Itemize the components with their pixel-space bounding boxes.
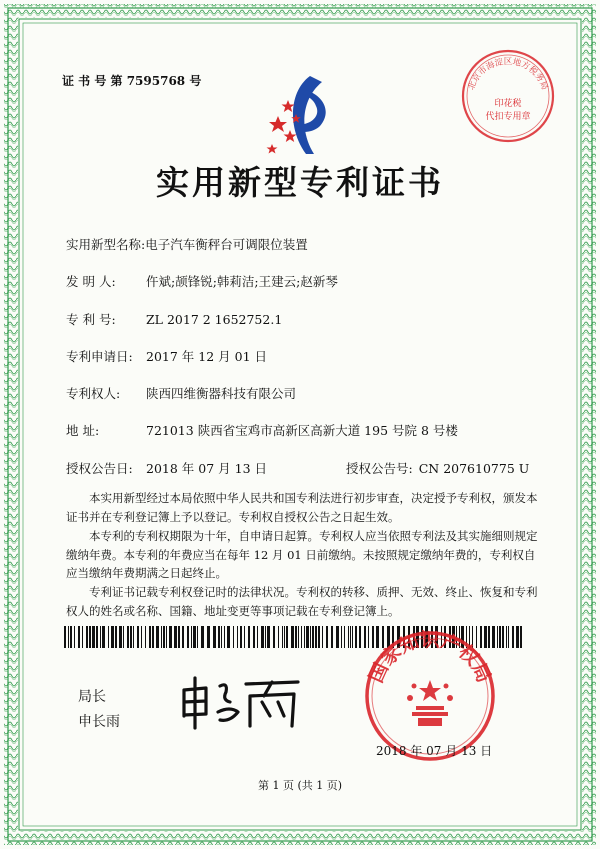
barcode-bar xyxy=(326,626,328,648)
barcode-bar xyxy=(163,626,165,648)
director-title: 局长 xyxy=(78,689,106,705)
barcode-bar xyxy=(352,626,353,648)
barcode-bar xyxy=(520,626,522,648)
barcode-bar xyxy=(502,626,504,648)
field-patent-no-value: ZL 2017 2 1652752.1 xyxy=(146,312,283,327)
barcode-bar xyxy=(64,626,66,648)
barcode-bar xyxy=(240,626,242,648)
field-name-label: 实用新型名称: xyxy=(66,237,146,252)
field-inventor-value: 仵斌;颉锋锐;韩莉洁;王建云;赵新琴 xyxy=(146,274,338,289)
barcode-bar xyxy=(111,626,114,648)
certificate-title: 实用新型专利证书 xyxy=(156,163,444,202)
field-patent-no-label: 专 利 号: xyxy=(66,312,116,327)
paragraph-legal-status: 专利证书记载专利权登记时的法律状况。专利权的转移、质押、无效、终止、恢复和专利权人的姓名或名称、国籍、地址变更等事项记载在专利登记簿上。 xyxy=(66,585,538,618)
barcode-bar xyxy=(178,626,180,648)
barcode-bar xyxy=(218,626,220,648)
barcode-bar xyxy=(315,626,317,648)
barcode-bar xyxy=(348,626,349,648)
barcode-bar xyxy=(169,626,172,648)
tax-stamp-arc-text: 北京市海淀区地方税务局 xyxy=(466,57,550,92)
barcode-bar xyxy=(267,626,270,648)
barcode-bar xyxy=(96,626,98,648)
barcode-bar xyxy=(310,626,311,648)
certificate-number: 证 书 号 第 7595768 号 xyxy=(62,74,202,88)
barcode-bar xyxy=(516,626,519,648)
tax-stamp-line1: 印花税 xyxy=(494,99,522,109)
director-name: 申长雨 xyxy=(78,714,120,730)
barcode-bar xyxy=(92,626,95,648)
barcode-bar xyxy=(512,626,514,648)
barcode-bar xyxy=(286,626,288,648)
barcode-bar xyxy=(344,626,345,648)
barcode-bar xyxy=(359,626,361,648)
director-signature xyxy=(176,672,306,732)
barcode-bar xyxy=(74,626,75,648)
field-patent-no-row xyxy=(66,310,282,328)
barcode-bar xyxy=(89,626,91,648)
barcode-bar xyxy=(78,626,80,648)
barcode-bar xyxy=(161,626,162,648)
barcode-bar xyxy=(265,626,266,648)
cnipa-logo-icon xyxy=(258,70,348,160)
barcode-bar xyxy=(336,626,339,648)
barcode-bar xyxy=(227,626,230,648)
barcode-bar xyxy=(284,626,285,648)
barcode-bar xyxy=(193,626,196,648)
barcode-bar xyxy=(145,626,146,648)
field-filing-date-label: 专利申请日: xyxy=(66,349,133,364)
barcode-bar xyxy=(156,626,159,648)
barcode-bar xyxy=(318,626,320,648)
barcode-bar xyxy=(213,626,216,648)
barcode-bar xyxy=(108,626,109,648)
barcode-bar xyxy=(312,626,314,648)
barcode-bar xyxy=(273,626,275,648)
field-grant-no-label: 授权公告号: xyxy=(346,461,413,476)
barcode-bar xyxy=(221,626,222,648)
field-grant-date-value: 2018 年 07 月 13 日 xyxy=(146,461,267,476)
barcode-bar xyxy=(237,626,238,648)
barcode-bar xyxy=(201,626,204,648)
barcode-bar xyxy=(70,626,72,648)
barcode-bar xyxy=(100,626,101,648)
barcode-bar xyxy=(82,626,83,648)
barcode-bar xyxy=(248,626,250,648)
barcode-bar xyxy=(298,626,299,648)
barcode-bar xyxy=(322,626,323,648)
barcode-bar xyxy=(506,626,507,648)
barcode-bar xyxy=(291,626,294,648)
barcode-bar xyxy=(197,626,198,648)
barcode-bar xyxy=(149,626,151,648)
barcode-bar xyxy=(152,626,154,648)
barcode-bar xyxy=(224,626,225,648)
field-patentee-row xyxy=(66,384,296,402)
barcode-bar xyxy=(341,626,342,648)
barcode-bar xyxy=(355,626,357,648)
barcode-bar xyxy=(115,626,117,648)
tax-stamp-line2: 代扣专用章 xyxy=(485,112,531,122)
barcode-bar xyxy=(350,626,351,648)
barcode-bar xyxy=(68,626,69,648)
field-filing-date-value: 2017 年 12 月 01 日 xyxy=(146,349,267,364)
barcode-bar xyxy=(331,626,333,648)
field-grant-date-row xyxy=(66,459,267,477)
barcode-bar xyxy=(301,626,302,648)
paragraph-grant: 本实用新型经过本局依照中华人民共和国专利法进行初步审查，决定授予专利权，颁发本证书并在专利登记簿上予以登记。专利权自授权公告之日起生效。 xyxy=(66,491,538,524)
field-address-row xyxy=(66,421,458,439)
field-grant-no-row xyxy=(346,459,529,477)
barcode-bar xyxy=(174,626,177,648)
barcode-bar xyxy=(253,626,255,648)
field-address-value: 721013 陕西省宝鸡市高新区高新大道 195 号院 8 号楼 xyxy=(146,423,458,438)
field-patentee-label: 专利权人: xyxy=(66,386,121,401)
barcode-bar xyxy=(282,626,283,648)
field-name-value: 电子汽车衡秤台可调限位装置 xyxy=(145,237,308,252)
field-name-row xyxy=(66,235,308,253)
field-address-label: 地 址: xyxy=(66,423,100,438)
barcode-bar xyxy=(295,626,297,648)
barcode-bar xyxy=(261,626,264,648)
barcode-bar xyxy=(244,626,245,648)
svg-text:国家知识产权局 xyxy=(365,628,495,686)
barcode-bar xyxy=(187,626,189,648)
barcode-bar xyxy=(119,626,122,648)
barcode-bar xyxy=(278,626,279,648)
barcode-bar xyxy=(166,626,167,648)
barcode-bar xyxy=(86,626,88,648)
barcode-bar xyxy=(182,626,184,648)
field-inventor-row xyxy=(66,272,338,290)
barcode-bar xyxy=(127,626,129,648)
barcode-bar xyxy=(137,626,139,648)
barcode-bar xyxy=(191,626,192,648)
field-inventor-label: 发 明 人: xyxy=(66,274,116,289)
barcode-bar xyxy=(133,626,134,648)
field-patentee-value: 陕西四维衡器科技有限公司 xyxy=(146,386,297,401)
paragraph-term: 本专利的专利权期限为十年，自申请日起算。专利权人应当依照专利法及其实施细则规定缴纳年费。本专利的年费应当在每年 12 月 01 日前缴纳。未按照规定缴纳年费的，专利权自应当缴纳年费期满之日起终止。 xyxy=(66,529,538,580)
barcode-bar xyxy=(207,626,210,648)
barcode-bar xyxy=(304,626,305,648)
seal-arc-text: 国家知识产权局 xyxy=(365,629,495,687)
barcode-bar xyxy=(123,626,124,648)
barcode-bar xyxy=(102,626,105,648)
page-footer: 第 1 页 (共 1 页) xyxy=(257,779,343,792)
barcode-bar xyxy=(499,626,501,648)
barcode-bar xyxy=(233,626,234,648)
barcode-bar xyxy=(257,626,258,648)
barcode-bar xyxy=(141,626,142,648)
barcode-bar xyxy=(508,626,509,648)
barcode-bar xyxy=(306,626,309,648)
field-grant-no-value: CN 207610775 U xyxy=(418,461,530,476)
field-filing-date-row xyxy=(66,347,267,365)
tax-stamp-seal xyxy=(458,46,558,146)
barcode-bar xyxy=(130,626,132,648)
seal-date: 2018 年 07 月 13 日 xyxy=(376,744,493,758)
field-grant-date-label: 授权公告日: xyxy=(66,461,133,476)
